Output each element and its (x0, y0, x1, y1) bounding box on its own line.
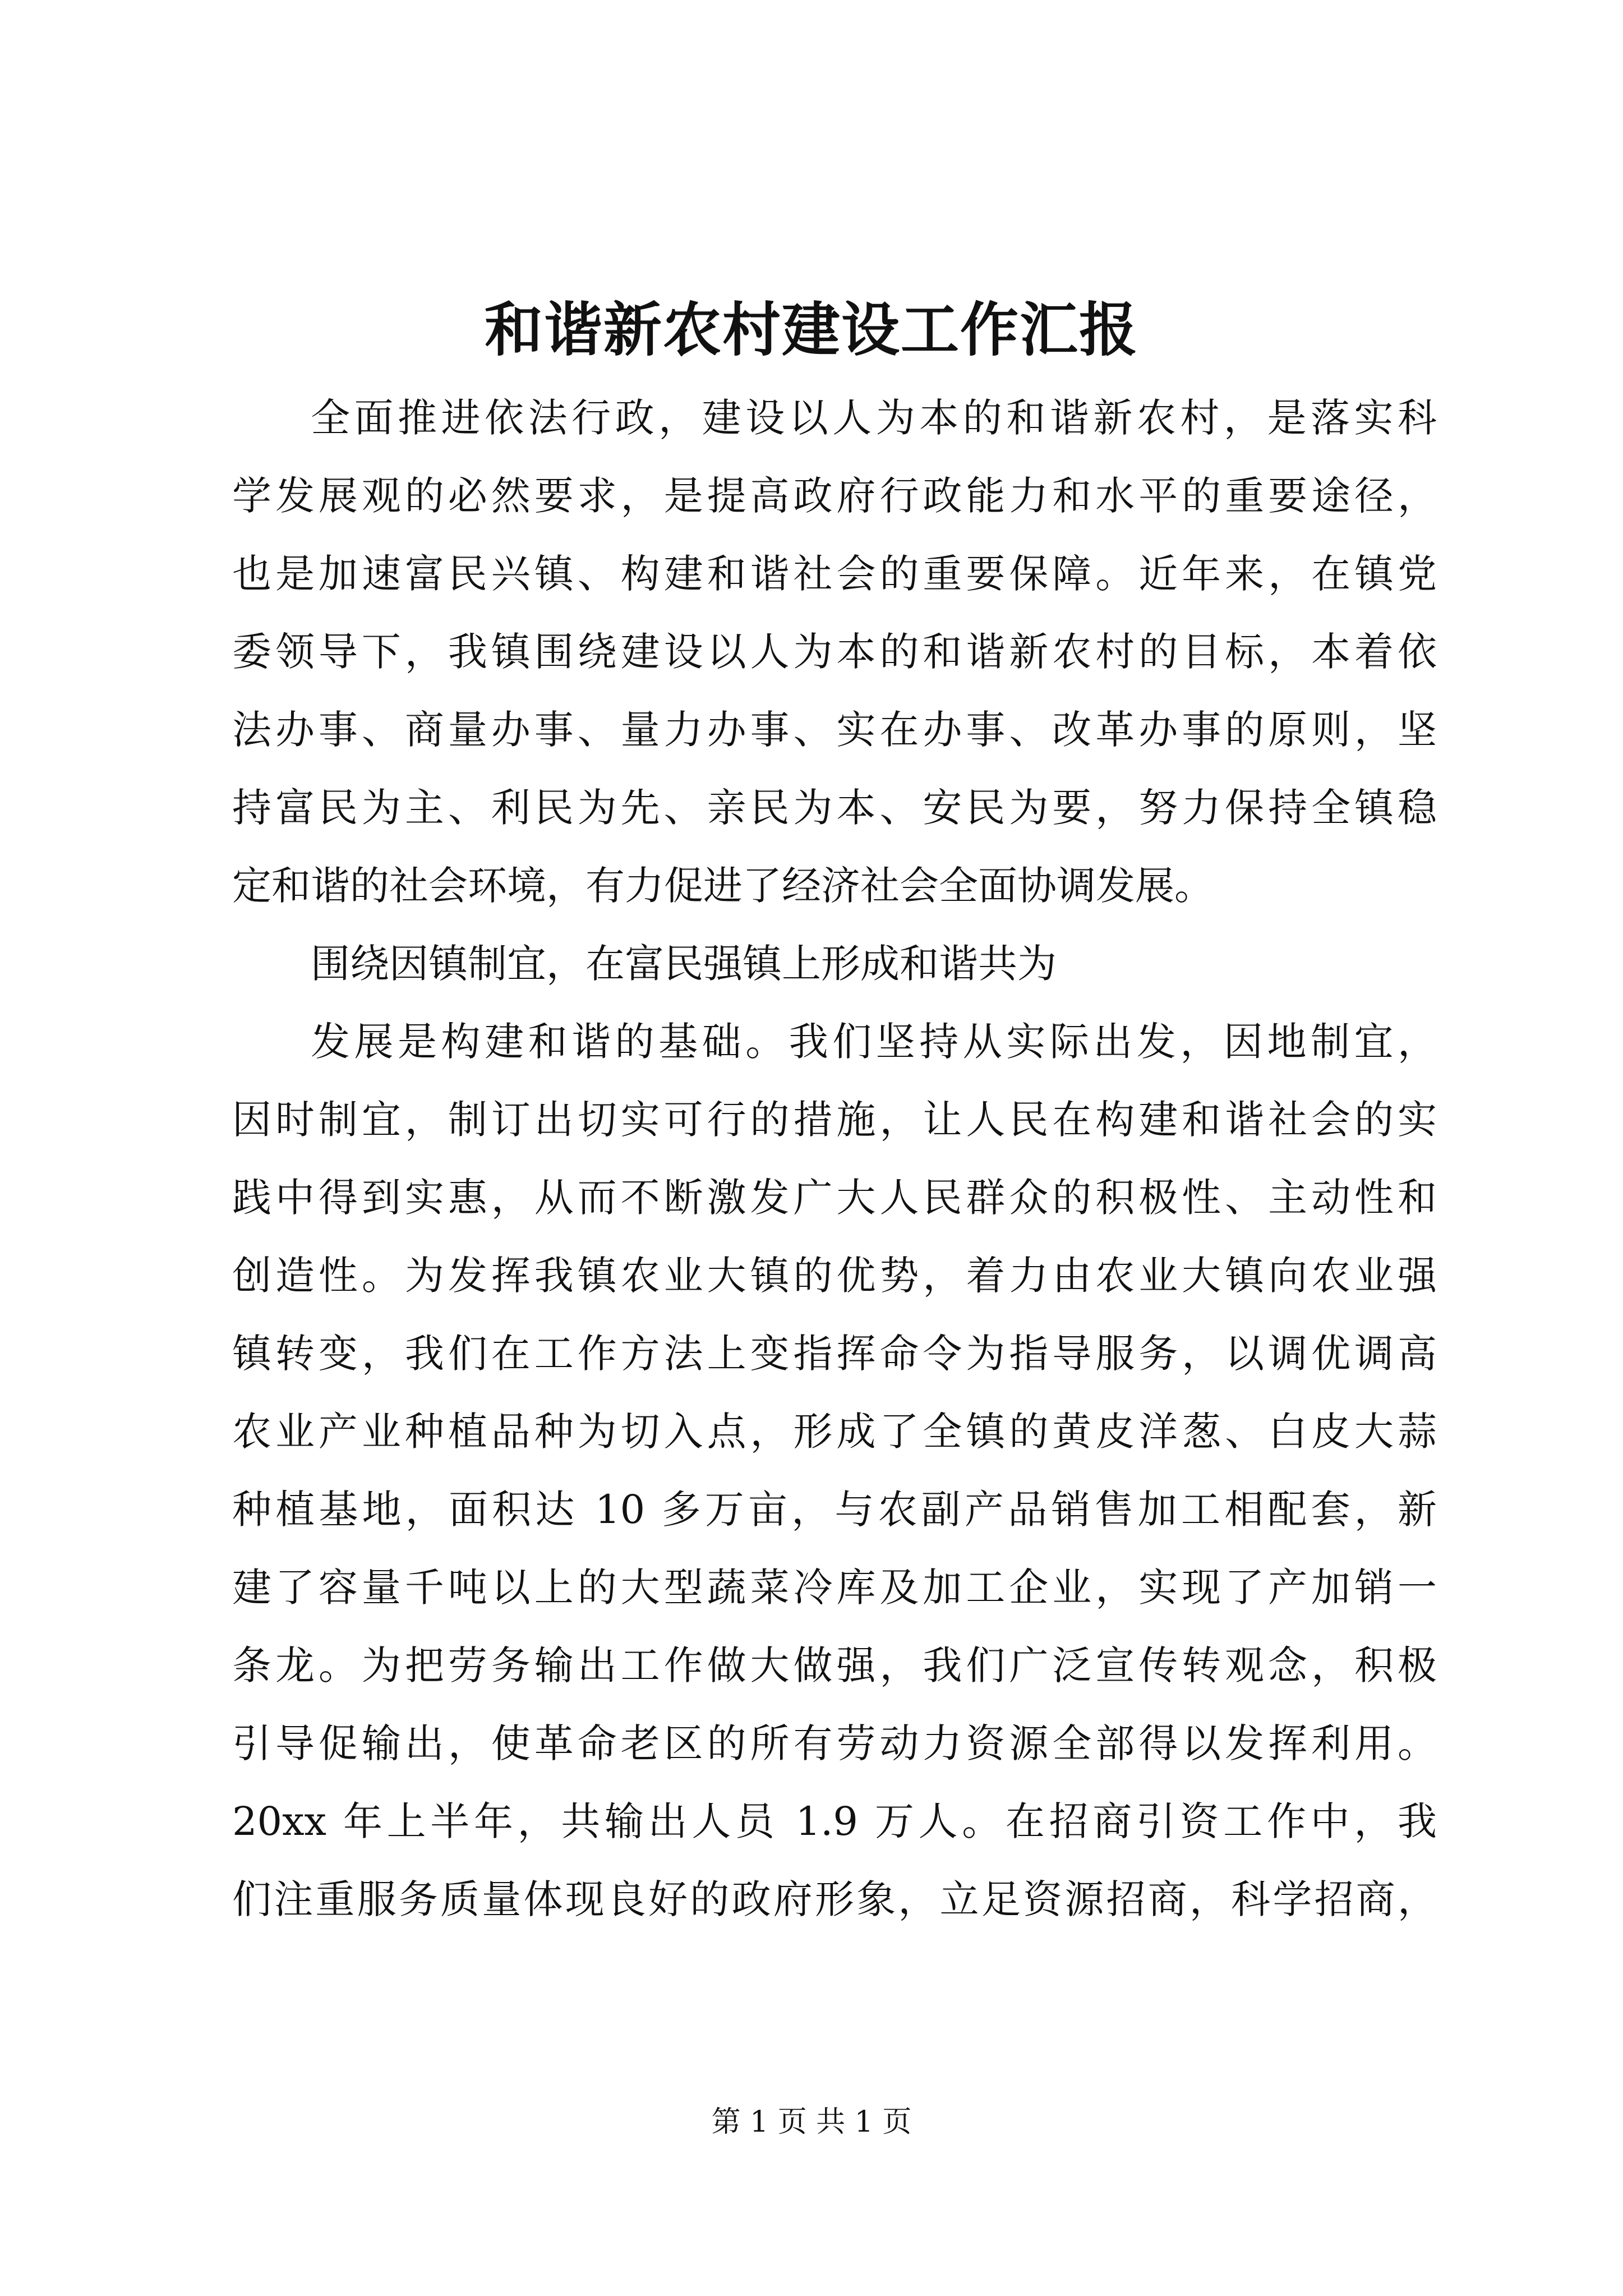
body-line: 围绕因镇制宜，在富民强镇上形成和谐共为 (311, 941, 1057, 987)
body-line: 条龙。为把劳务输出工作做大做强，我们广泛宣传转观念，积极 (232, 1642, 1437, 1688)
document-body (232, 379, 1437, 1939)
body-line: 全面推进依法行政，建设以人为本的和谐新农村，是落实科 (311, 395, 1437, 441)
body-line: 们注重服务质量体现良好的政府形象，立足资源招商，科学招商， (232, 1876, 1437, 1922)
body-line: 20xx 年上半年，共输出人员 1.9 万人。在招商引资工作中，我 (232, 1798, 1437, 1844)
body-line: 创造性。为发挥我镇农业大镇的优势，着力由农业大镇向农业强 (232, 1253, 1437, 1299)
body-line: 农业产业种植品种为切入点，形成了全镇的黄皮洋葱、白皮大蒜 (232, 1409, 1437, 1455)
body-line: 种植基地，面积达 10 多万亩，与农副产品销售加工相配套，新 (232, 1487, 1437, 1533)
body-line: 因时制宜，制订出切实可行的措施，让人民在构建和谐社会的实 (232, 1097, 1437, 1143)
body-line: 法办事、商量办事、量力办事、实在办事、改革办事的原则，坚 (232, 707, 1437, 753)
body-line: 践中得到实惠，从而不断激发广大人民群众的积极性、主动性和 (232, 1175, 1437, 1221)
body-line: 委领导下，我镇围绕建设以人为本的和谐新农村的目标，本着依 (232, 629, 1437, 675)
body-line: 镇转变，我们在工作方法上变指挥命令为指导服务，以调优调高 (232, 1331, 1437, 1377)
body-line: 持富民为主、利民为先、亲民为本、安民为要，努力保持全镇稳 (232, 785, 1437, 831)
document-title: 和谐新农村建设工作汇报 (484, 295, 1138, 364)
body-line: 也是加速富民兴镇、构建和谐社会的重要保障。近年来，在镇党 (232, 551, 1437, 597)
body-line: 学发展观的必然要求，是提高政府行政能力和水平的重要途径， (232, 473, 1437, 519)
body-line: 建了容量千吨以上的大型蔬菜冷库及加工企业，实现了产加销一 (232, 1565, 1437, 1611)
body-line: 发展是构建和谐的基础。我们坚持从实际出发，因地制宜， (311, 1019, 1437, 1065)
body-line: 引导促输出，使革命老区的所有劳动力资源全部得以发挥利用。 (232, 1720, 1437, 1766)
body-line: 定和谐的社会环境，有力促进了经济社会全面协调发展。 (232, 863, 1214, 909)
page-footer: 第 1 页 共 1 页 (711, 2105, 912, 2139)
